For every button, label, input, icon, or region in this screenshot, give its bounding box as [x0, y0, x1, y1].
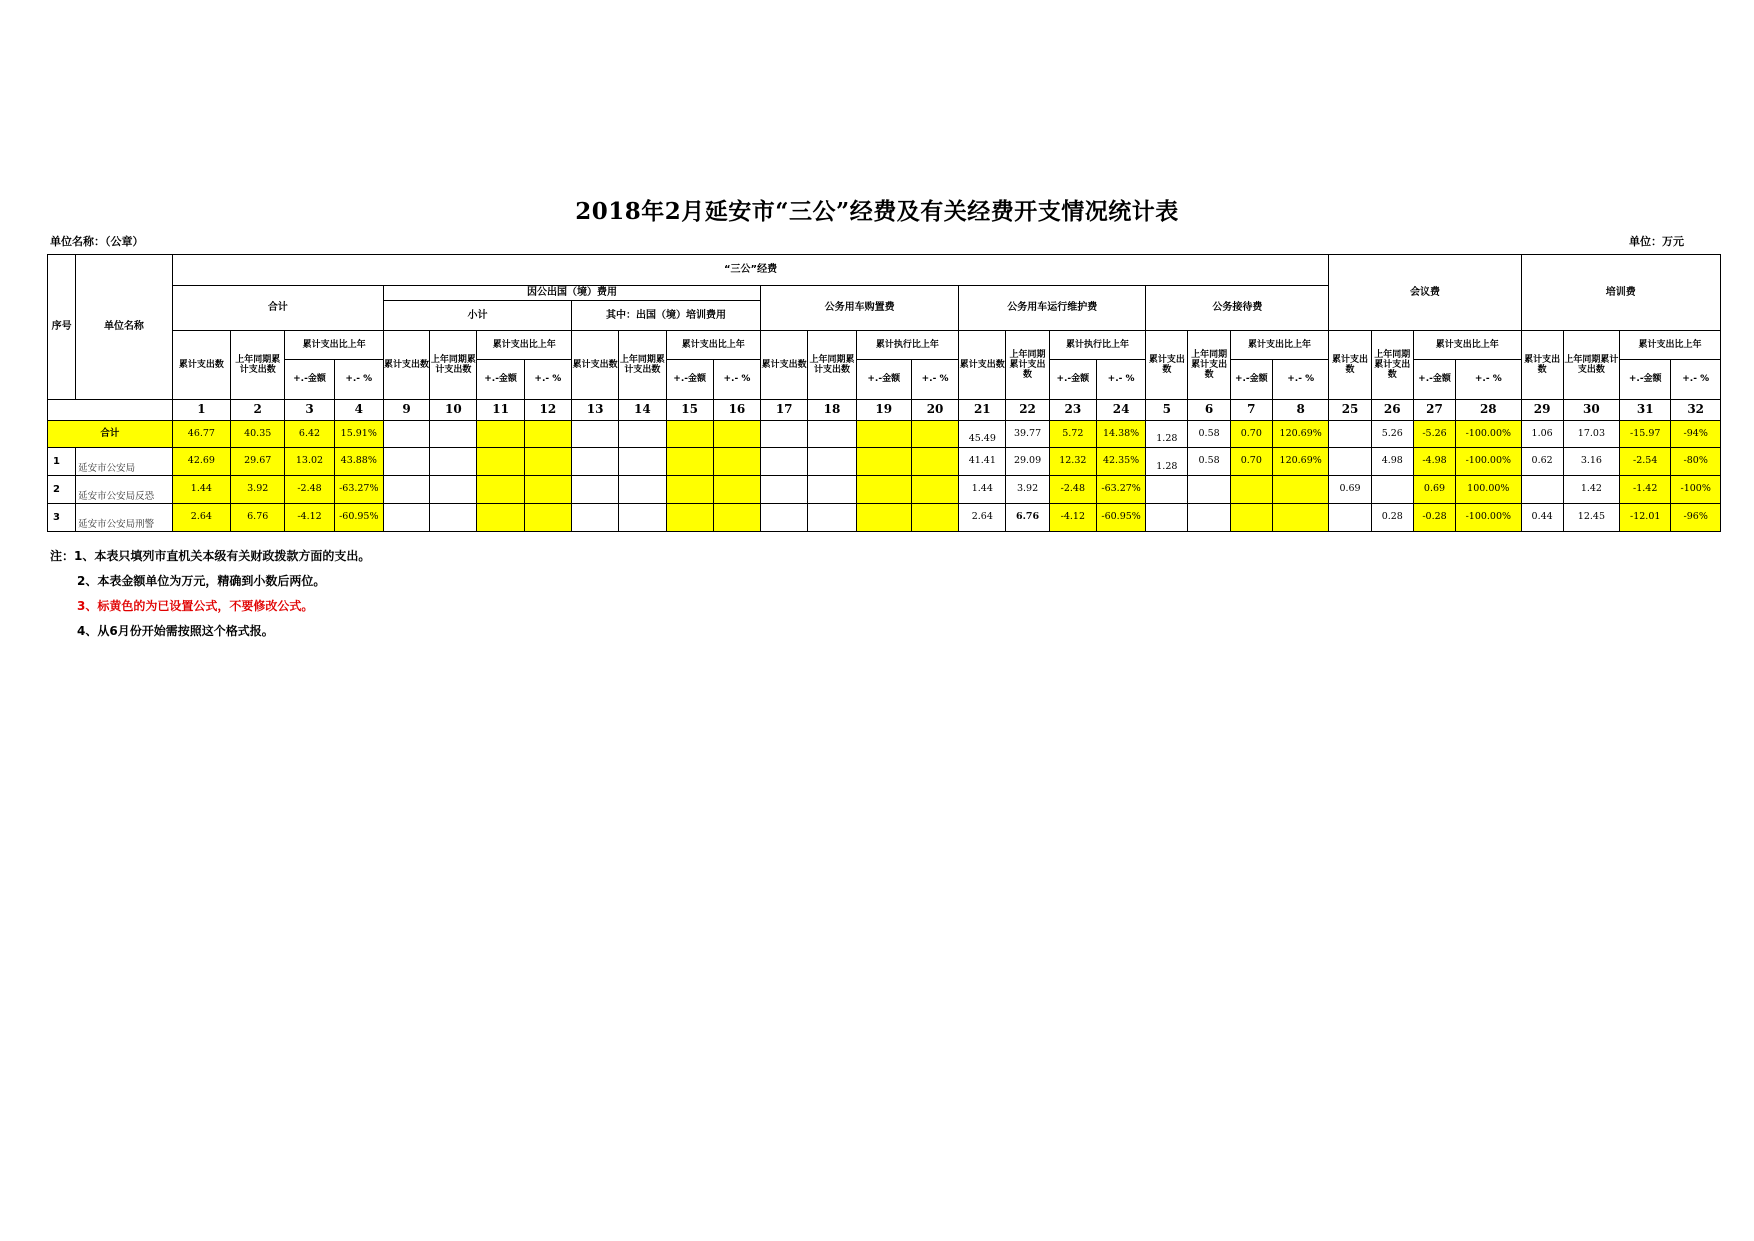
note-4: 4、从6月份开始需按照这个格式报。 [77, 624, 274, 638]
table-cell [856, 448, 911, 476]
training-abroad-pct-diff-header: +.- % [713, 360, 760, 400]
table-cell: 0.69 [1413, 476, 1455, 504]
subtotal-header: 小计 [383, 301, 571, 331]
row-seq: 1 [48, 448, 76, 476]
table-cell [761, 448, 808, 476]
table-cell [571, 448, 618, 476]
car-maintenance-last-year-header: 上年同期累计支出数 [1006, 331, 1049, 400]
table-cell [1371, 476, 1413, 504]
car-purchase-pct-diff-header: +.- % [911, 360, 958, 400]
column-number: 3 [285, 400, 334, 421]
column-number: 13 [571, 400, 618, 421]
table-cell [856, 476, 911, 504]
table-cell [524, 421, 571, 448]
table-cell: -4.12 [285, 504, 334, 532]
table-cell: 6.76 [1006, 504, 1049, 532]
table-cell [1188, 504, 1230, 532]
column-number: 5 [1146, 400, 1188, 421]
table-cell: 2.64 [172, 504, 230, 532]
table-cell [477, 504, 524, 532]
reception-last-year-header: 上年同期累计支出数 [1188, 331, 1230, 400]
car-maintenance-header: 公务用车运行维护费 [959, 286, 1146, 331]
table-cell [713, 448, 760, 476]
training-abroad-amount-diff-header: +.-金额 [666, 360, 713, 400]
table-cell: 43.88% [334, 448, 383, 476]
table-cell [1521, 476, 1563, 504]
car-maintenance-cum-exp-header: 累计支出数 [959, 331, 1006, 400]
column-number: 16 [713, 400, 760, 421]
table-cell: 13.02 [285, 448, 334, 476]
table-cell [619, 448, 666, 476]
table-cell: -2.48 [1049, 476, 1096, 504]
reception-pct-diff-header: +.- % [1272, 360, 1328, 400]
table-cell [1146, 476, 1188, 504]
table-cell: 29.09 [1006, 448, 1049, 476]
column-number: 29 [1521, 400, 1563, 421]
column-number: 1 [172, 400, 230, 421]
table-cell: -2.48 [285, 476, 334, 504]
notes [50, 547, 370, 647]
row-seq: 2 [48, 476, 76, 504]
note-1: 注：1、本表只填列市直机关本级有关财政拨款方面的支出。 [50, 549, 371, 563]
meeting-pct-diff-header: +.- % [1456, 360, 1521, 400]
row-unit-name: 延安市公安局反恐 [76, 476, 173, 504]
table-cell: 0.58 [1188, 448, 1230, 476]
training-last-year-header: 上年同期累计支出数 [1563, 331, 1619, 400]
table-cell: 0.70 [1230, 448, 1272, 476]
table-cell [1329, 421, 1371, 448]
table-cell: -4.12 [1049, 504, 1096, 532]
table-cell [430, 504, 477, 532]
table-cell: -96% [1671, 504, 1721, 532]
column-number: 2 [231, 400, 285, 421]
column-number: 22 [1006, 400, 1049, 421]
unit-name-label: 单位名称：（公章） [50, 235, 144, 248]
unit-header: 单位名称 [76, 255, 173, 400]
table-cell [1329, 504, 1371, 532]
training-pct-diff-header: +.- % [1671, 360, 1721, 400]
table-cell: 120.69% [1272, 448, 1328, 476]
column-number: 28 [1456, 400, 1521, 421]
total-compare-header: 累计支出比上年 [285, 331, 384, 360]
table-cell [477, 476, 524, 504]
column-number: 15 [666, 400, 713, 421]
reception-amount-diff-header: +.-金额 [1230, 360, 1272, 400]
table-cell: 1.44 [959, 476, 1006, 504]
column-number: 30 [1563, 400, 1619, 421]
table-cell: -100.00% [1456, 448, 1521, 476]
table-cell: 1.42 [1563, 476, 1619, 504]
table-cell: 1.28 [1146, 421, 1188, 448]
table-cell: -63.27% [334, 476, 383, 504]
table-cell [856, 504, 911, 532]
table-cell: 15.91% [334, 421, 383, 448]
table-cell: -100.00% [1456, 421, 1521, 448]
table-cell: 14.38% [1096, 421, 1145, 448]
table-cell [477, 448, 524, 476]
seq-header: 序号 [48, 255, 76, 400]
table-cell [808, 504, 856, 532]
table-cell [666, 421, 713, 448]
table-cell: -63.27% [1096, 476, 1145, 504]
abroad-header: 因公出国（境）费用 [383, 286, 760, 301]
sangong-header: “三公”经费 [172, 255, 1329, 286]
table-cell: -100.00% [1456, 504, 1521, 532]
training-compare-header: 累计支出比上年 [1620, 331, 1721, 360]
table-cell [666, 448, 713, 476]
table-cell [477, 421, 524, 448]
car-purchase-cum-exp-header: 累计支出数 [761, 331, 808, 400]
car-maintenance-amount-diff-header: +.-金额 [1049, 360, 1096, 400]
training-cum-exp-header: 累计支出数 [1521, 331, 1563, 400]
table-cell: 3.92 [231, 476, 285, 504]
row-seq: 3 [48, 504, 76, 532]
column-number: 27 [1413, 400, 1455, 421]
car-purchase-last-year-header: 上年同期累计支出数 [808, 331, 856, 400]
table-cell [713, 476, 760, 504]
column-number: 12 [524, 400, 571, 421]
table-cell: 40.35 [231, 421, 285, 448]
meeting-amount-diff-header: +.-金额 [1413, 360, 1455, 400]
table-cell [383, 421, 429, 448]
table-cell [1230, 504, 1272, 532]
table-cell: 0.70 [1230, 421, 1272, 448]
table-cell [430, 421, 477, 448]
unit-label: 单位：万元 [1629, 235, 1684, 248]
training-abroad-compare-header: 累计支出比上年 [666, 331, 761, 360]
total-row [48, 421, 1721, 448]
column-number: 4 [334, 400, 383, 421]
table-cell [808, 421, 856, 448]
column-number: 21 [959, 400, 1006, 421]
table-cell: -60.95% [1096, 504, 1145, 532]
table-cell: 6.42 [285, 421, 334, 448]
table-cell [911, 476, 958, 504]
table-cell: 41.41 [959, 448, 1006, 476]
total-row-label: 合计 [48, 421, 173, 448]
table-row [48, 448, 1721, 476]
table-cell: 12.45 [1563, 504, 1619, 532]
subtotal-amount-diff-header: +.-金额 [477, 360, 524, 400]
table-cell [666, 504, 713, 532]
reception-header: 公务接待费 [1146, 286, 1329, 331]
car-maintenance-pct-diff-header: +.- % [1096, 360, 1145, 400]
column-number: 6 [1188, 400, 1230, 421]
table-cell [911, 421, 958, 448]
column-number: 20 [911, 400, 958, 421]
table-cell: -2.54 [1620, 448, 1671, 476]
table-cell [911, 448, 958, 476]
table-row [48, 504, 1721, 532]
table-cell [571, 476, 618, 504]
table-cell: -12.01 [1620, 504, 1671, 532]
table-cell [571, 421, 618, 448]
table-cell: 0.69 [1329, 476, 1371, 504]
column-number: 9 [383, 400, 429, 421]
column-number: 25 [1329, 400, 1371, 421]
table-cell: -60.95% [334, 504, 383, 532]
table-cell: 42.69 [172, 448, 230, 476]
table-cell [524, 504, 571, 532]
table-cell: 45.49 [959, 421, 1006, 448]
table-cell: 4.98 [1371, 448, 1413, 476]
table-cell: 6.76 [231, 504, 285, 532]
column-number: 31 [1620, 400, 1671, 421]
table-cell [1329, 448, 1371, 476]
column-number: 32 [1671, 400, 1721, 421]
table-cell: 1.06 [1521, 421, 1563, 448]
table-cell [761, 476, 808, 504]
table-cell: -0.28 [1413, 504, 1455, 532]
training-header: 培训费 [1521, 255, 1721, 331]
table-cell [571, 504, 618, 532]
table-cell [911, 504, 958, 532]
table-cell [524, 448, 571, 476]
number-row-spacer [48, 400, 173, 421]
car-purchase-compare-header: 累计执行比上年 [856, 331, 959, 360]
subtotal-last-year-header: 上年同期累计支出数 [430, 331, 477, 400]
table-cell: 5.26 [1371, 421, 1413, 448]
subtotal-compare-header: 累计支出比上年 [477, 331, 572, 360]
table-cell: 39.77 [1006, 421, 1049, 448]
table-cell: -15.97 [1620, 421, 1671, 448]
table-cell: 100.00% [1456, 476, 1521, 504]
table-cell [713, 504, 760, 532]
column-number: 18 [808, 400, 856, 421]
table-cell [430, 448, 477, 476]
table-cell [1272, 476, 1328, 504]
table-cell: 46.77 [172, 421, 230, 448]
table-cell [808, 448, 856, 476]
column-number: 8 [1272, 400, 1328, 421]
row-unit-name: 延安市公安局刑警 [76, 504, 173, 532]
table-cell [856, 421, 911, 448]
expense-table [47, 254, 1721, 532]
meeting-compare-header: 累计支出比上年 [1413, 331, 1521, 360]
table-cell: 2.64 [959, 504, 1006, 532]
table-cell: -80% [1671, 448, 1721, 476]
training-abroad-last-year-header: 上年同期累计支出数 [619, 331, 666, 400]
total-pct-diff-header: +.- % [334, 360, 383, 400]
table-cell [619, 476, 666, 504]
total-cum-exp-header: 累计支出数 [172, 331, 230, 400]
table-cell: 0.44 [1521, 504, 1563, 532]
table-cell: 1.28 [1146, 448, 1188, 476]
table-cell [1230, 476, 1272, 504]
table-cell: 42.35% [1096, 448, 1145, 476]
table-cell: 5.72 [1049, 421, 1096, 448]
meeting-header: 会议费 [1329, 255, 1521, 331]
column-number: 14 [619, 400, 666, 421]
table-cell: 120.69% [1272, 421, 1328, 448]
table-cell [1188, 476, 1230, 504]
column-number: 7 [1230, 400, 1272, 421]
table-cell: -1.42 [1620, 476, 1671, 504]
table-cell [619, 421, 666, 448]
page-title: 2018年2月延安市“三公”经费及有关经费开支情况统计表 [575, 198, 1179, 225]
car-maintenance-compare-header: 累计执行比上年 [1049, 331, 1146, 360]
table-cell: 0.28 [1371, 504, 1413, 532]
table-cell: 1.44 [172, 476, 230, 504]
column-number: 17 [761, 400, 808, 421]
column-number: 23 [1049, 400, 1096, 421]
table-cell: 3.16 [1563, 448, 1619, 476]
table-cell: -100% [1671, 476, 1721, 504]
table-cell: 0.62 [1521, 448, 1563, 476]
table-row [48, 476, 1721, 504]
subtotal-pct-diff-header: +.- % [524, 360, 571, 400]
meeting-last-year-header: 上年同期累计支出数 [1371, 331, 1413, 400]
table-cell [430, 476, 477, 504]
table-cell: -94% [1671, 421, 1721, 448]
column-number: 10 [430, 400, 477, 421]
training-abroad-header: 其中：出国（境）培训费用 [571, 301, 760, 331]
total-header: 合计 [172, 286, 383, 331]
training-abroad-cum-exp-header: 累计支出数 [571, 331, 618, 400]
column-number: 11 [477, 400, 524, 421]
table-cell [383, 504, 429, 532]
table-cell [619, 504, 666, 532]
table-cell [666, 476, 713, 504]
total-amount-diff-header: +.-金额 [285, 360, 334, 400]
table-cell: 29.67 [231, 448, 285, 476]
table-cell [1272, 504, 1328, 532]
meeting-cum-exp-header: 累计支出数 [1329, 331, 1371, 400]
table-cell [761, 421, 808, 448]
table-cell [713, 421, 760, 448]
table-cell [761, 504, 808, 532]
column-number: 19 [856, 400, 911, 421]
table-cell [383, 476, 429, 504]
column-number: 26 [1371, 400, 1413, 421]
row-unit-name: 延安市公安局 [76, 448, 173, 476]
subtotal-cum-exp-header: 累计支出数 [383, 331, 429, 400]
table-cell: -4.98 [1413, 448, 1455, 476]
table-cell [383, 448, 429, 476]
reception-cum-exp-header: 累计支出数 [1146, 331, 1188, 400]
training-amount-diff-header: +.-金额 [1620, 360, 1671, 400]
note-2: 2、本表金额单位为万元，精确到小数后两位。 [77, 574, 326, 588]
table-cell: -5.26 [1413, 421, 1455, 448]
table-cell [524, 476, 571, 504]
table-cell [808, 476, 856, 504]
table-cell: 3.92 [1006, 476, 1049, 504]
car-purchase-header: 公务用车购置费 [761, 286, 959, 331]
note-3: 3、标黄色的为已设置公式，不要修改公式。 [77, 599, 314, 613]
table-cell: 17.03 [1563, 421, 1619, 448]
column-number: 24 [1096, 400, 1145, 421]
total-last-year-header: 上年同期累计支出数 [231, 331, 285, 400]
table-cell: 0.58 [1188, 421, 1230, 448]
car-purchase-amount-diff-header: +.-金额 [856, 360, 911, 400]
reception-compare-header: 累计支出比上年 [1230, 331, 1329, 360]
table-cell [1146, 504, 1188, 532]
table-cell: 12.32 [1049, 448, 1096, 476]
